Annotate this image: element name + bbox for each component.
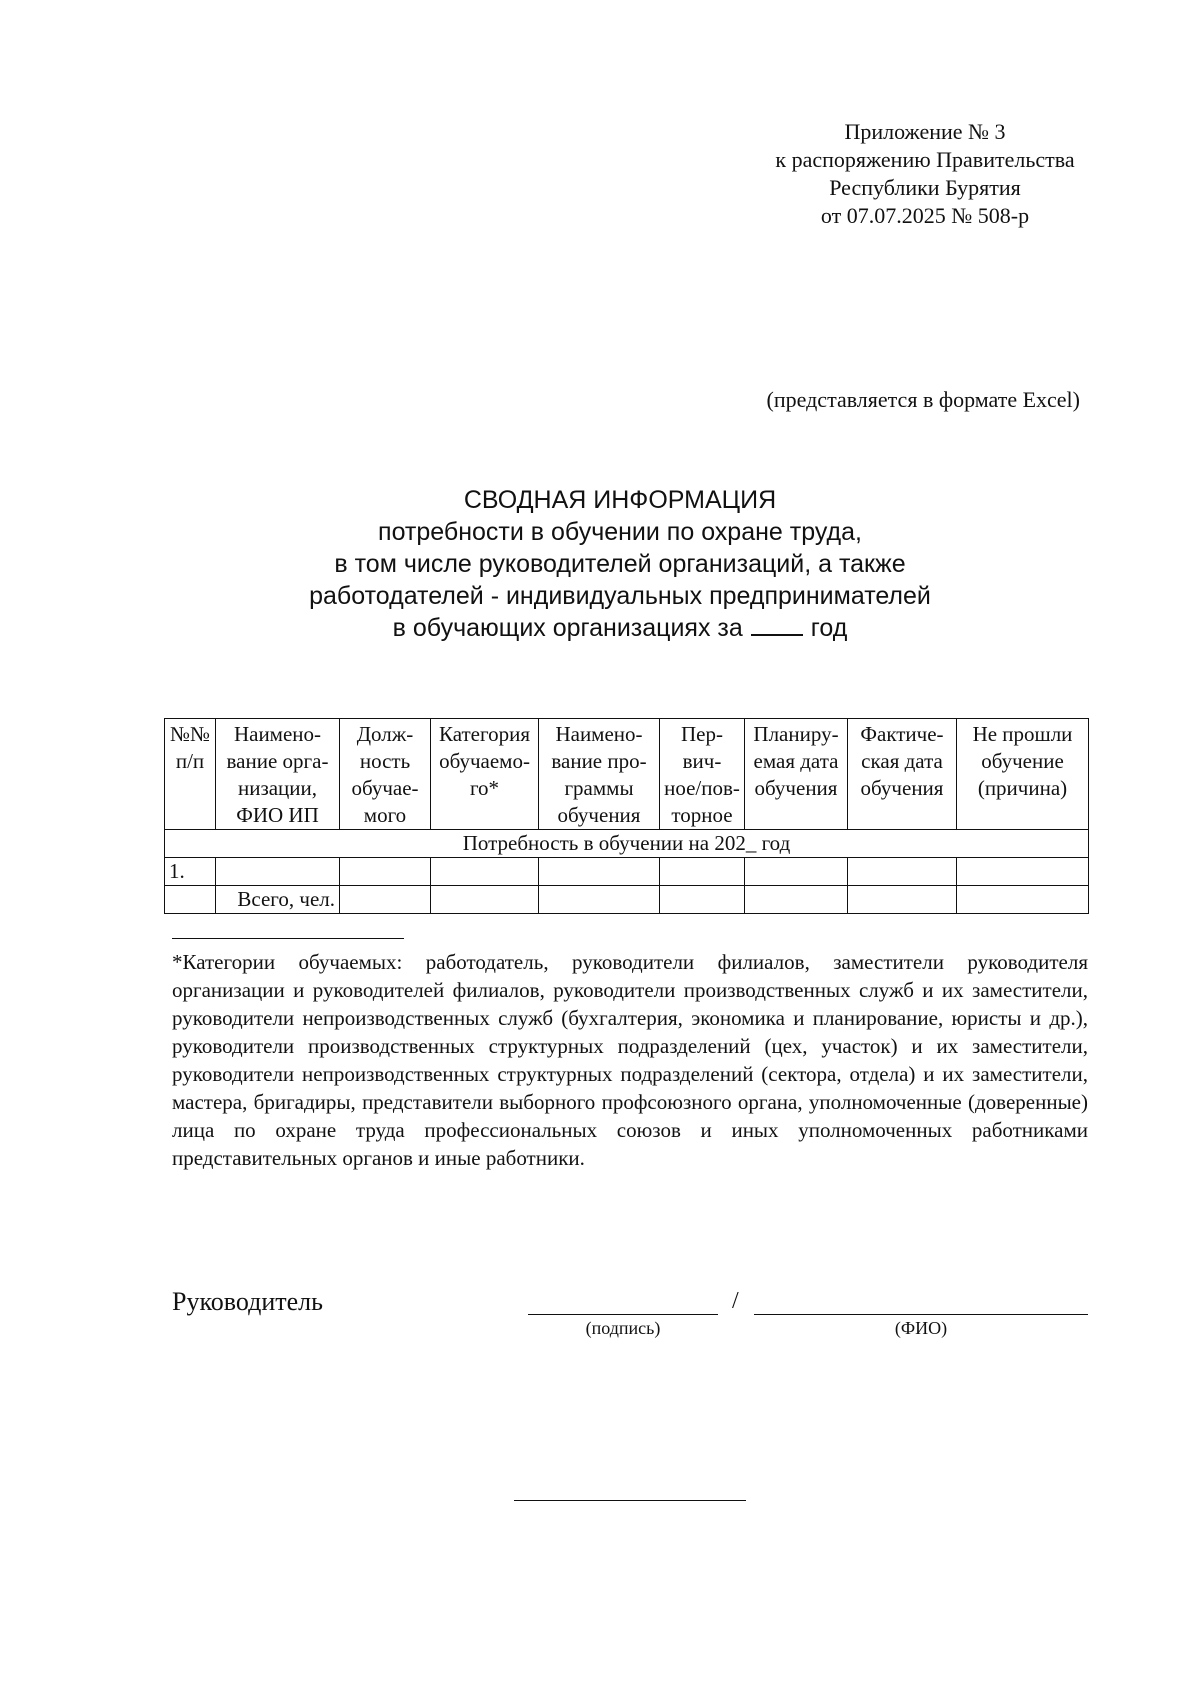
appendix-republic-line: Республики Бурятия xyxy=(829,175,1021,200)
appendix-header xyxy=(760,118,1090,230)
table-cell xyxy=(660,858,745,886)
table-cell xyxy=(216,858,340,886)
footnote-text: *Категории обучаемых: работодатель, руководители филиалов, заместители руководителя организации и руководителей филиалов, руководители производственных служб и их заместители, руководители непроизводственных служб (бухгалтерия, экономика и планирование, юристы и др.), руководители производственных структурных подразделений (цех, участок) и их заместители, руководители непроизводственных структурных подразделений (сектора, отдела) и их заместители, мастера, бригадиры, представители выборного профсоюзного органа, уполномоченные (доверенные) лица по охране труда профессиональных союзов и иных уполномоченных работниками представительных органов и иные работники. xyxy=(172,950,1088,1170)
table-cell xyxy=(340,886,431,914)
table-cell xyxy=(745,886,848,914)
title-line-5 xyxy=(200,612,1040,644)
table-cell xyxy=(539,858,660,886)
row-number-cell: 1. xyxy=(165,858,216,886)
header-number: №№ п/п xyxy=(165,719,216,830)
title-line-5-prefix: в обучающих организациях за xyxy=(392,614,743,642)
bottom-line xyxy=(514,1500,746,1501)
table-cell xyxy=(431,886,539,914)
document-title xyxy=(200,484,1040,644)
table-section-row xyxy=(165,830,1089,858)
head-label: Руководитель xyxy=(172,1287,323,1316)
title-line-5-suffix: год xyxy=(810,614,848,642)
header-primary-repeat: Пер- вич- ное/пов- торное xyxy=(660,719,745,830)
format-note: (представляется в формате Excel) xyxy=(766,387,1080,412)
header-program: Наимено- вание про- граммы обучения xyxy=(539,719,660,830)
table-cell xyxy=(340,858,431,886)
table-cell xyxy=(660,886,745,914)
signature-line xyxy=(528,1314,718,1315)
table-cell xyxy=(957,858,1089,886)
table-header-row xyxy=(165,719,1089,830)
table-cell xyxy=(848,886,957,914)
title-line-1: СВОДНАЯ ИНФОРМАЦИЯ xyxy=(463,486,777,514)
year-blank xyxy=(751,612,803,636)
appendix-order-line: к распоряжению Правительства xyxy=(775,147,1075,172)
header-position: Долж- ность обучае- мого xyxy=(340,719,431,830)
table-cell xyxy=(848,858,957,886)
header-not-trained: Не прошли обучение (причина) xyxy=(957,719,1089,830)
header-actual-date: Фактиче- ская дата обучения xyxy=(848,719,957,830)
header-planned-date: Планиру- емая дата обучения xyxy=(745,719,848,830)
table-row xyxy=(165,858,1089,886)
header-category: Категория обучаемо- го* xyxy=(431,719,539,830)
section-heading-cell: Потребность в обучении на 202_ год xyxy=(165,830,1089,858)
appendix-date-number: от 07.07.2025 № 508-р xyxy=(820,203,1030,228)
appendix-number: Приложение № 3 xyxy=(844,119,1006,144)
title-line-2: потребности в обучении по охране труда, xyxy=(378,518,862,546)
table-cell xyxy=(539,886,660,914)
total-label-cell: Всего, чел. xyxy=(216,886,340,914)
signature-slash: / xyxy=(732,1288,739,1314)
table-total-row xyxy=(165,886,1089,914)
table-cell xyxy=(745,858,848,886)
signature-caption: (подпись) xyxy=(585,1318,661,1338)
fio-caption: (ФИО) xyxy=(894,1318,948,1338)
training-needs-table xyxy=(164,718,1089,914)
footnote-separator xyxy=(172,938,404,939)
header-organization: Наимено- вание орга- низации, ФИО ИП xyxy=(216,719,340,830)
table-cell xyxy=(431,858,539,886)
title-line-4: работодателей - индивидуальных предпринимателей xyxy=(309,582,931,610)
table-cell xyxy=(165,886,216,914)
table-cell xyxy=(957,886,1089,914)
title-line-3: в том числе руководителей организаций, а также xyxy=(334,550,906,578)
fio-line xyxy=(754,1314,1088,1315)
